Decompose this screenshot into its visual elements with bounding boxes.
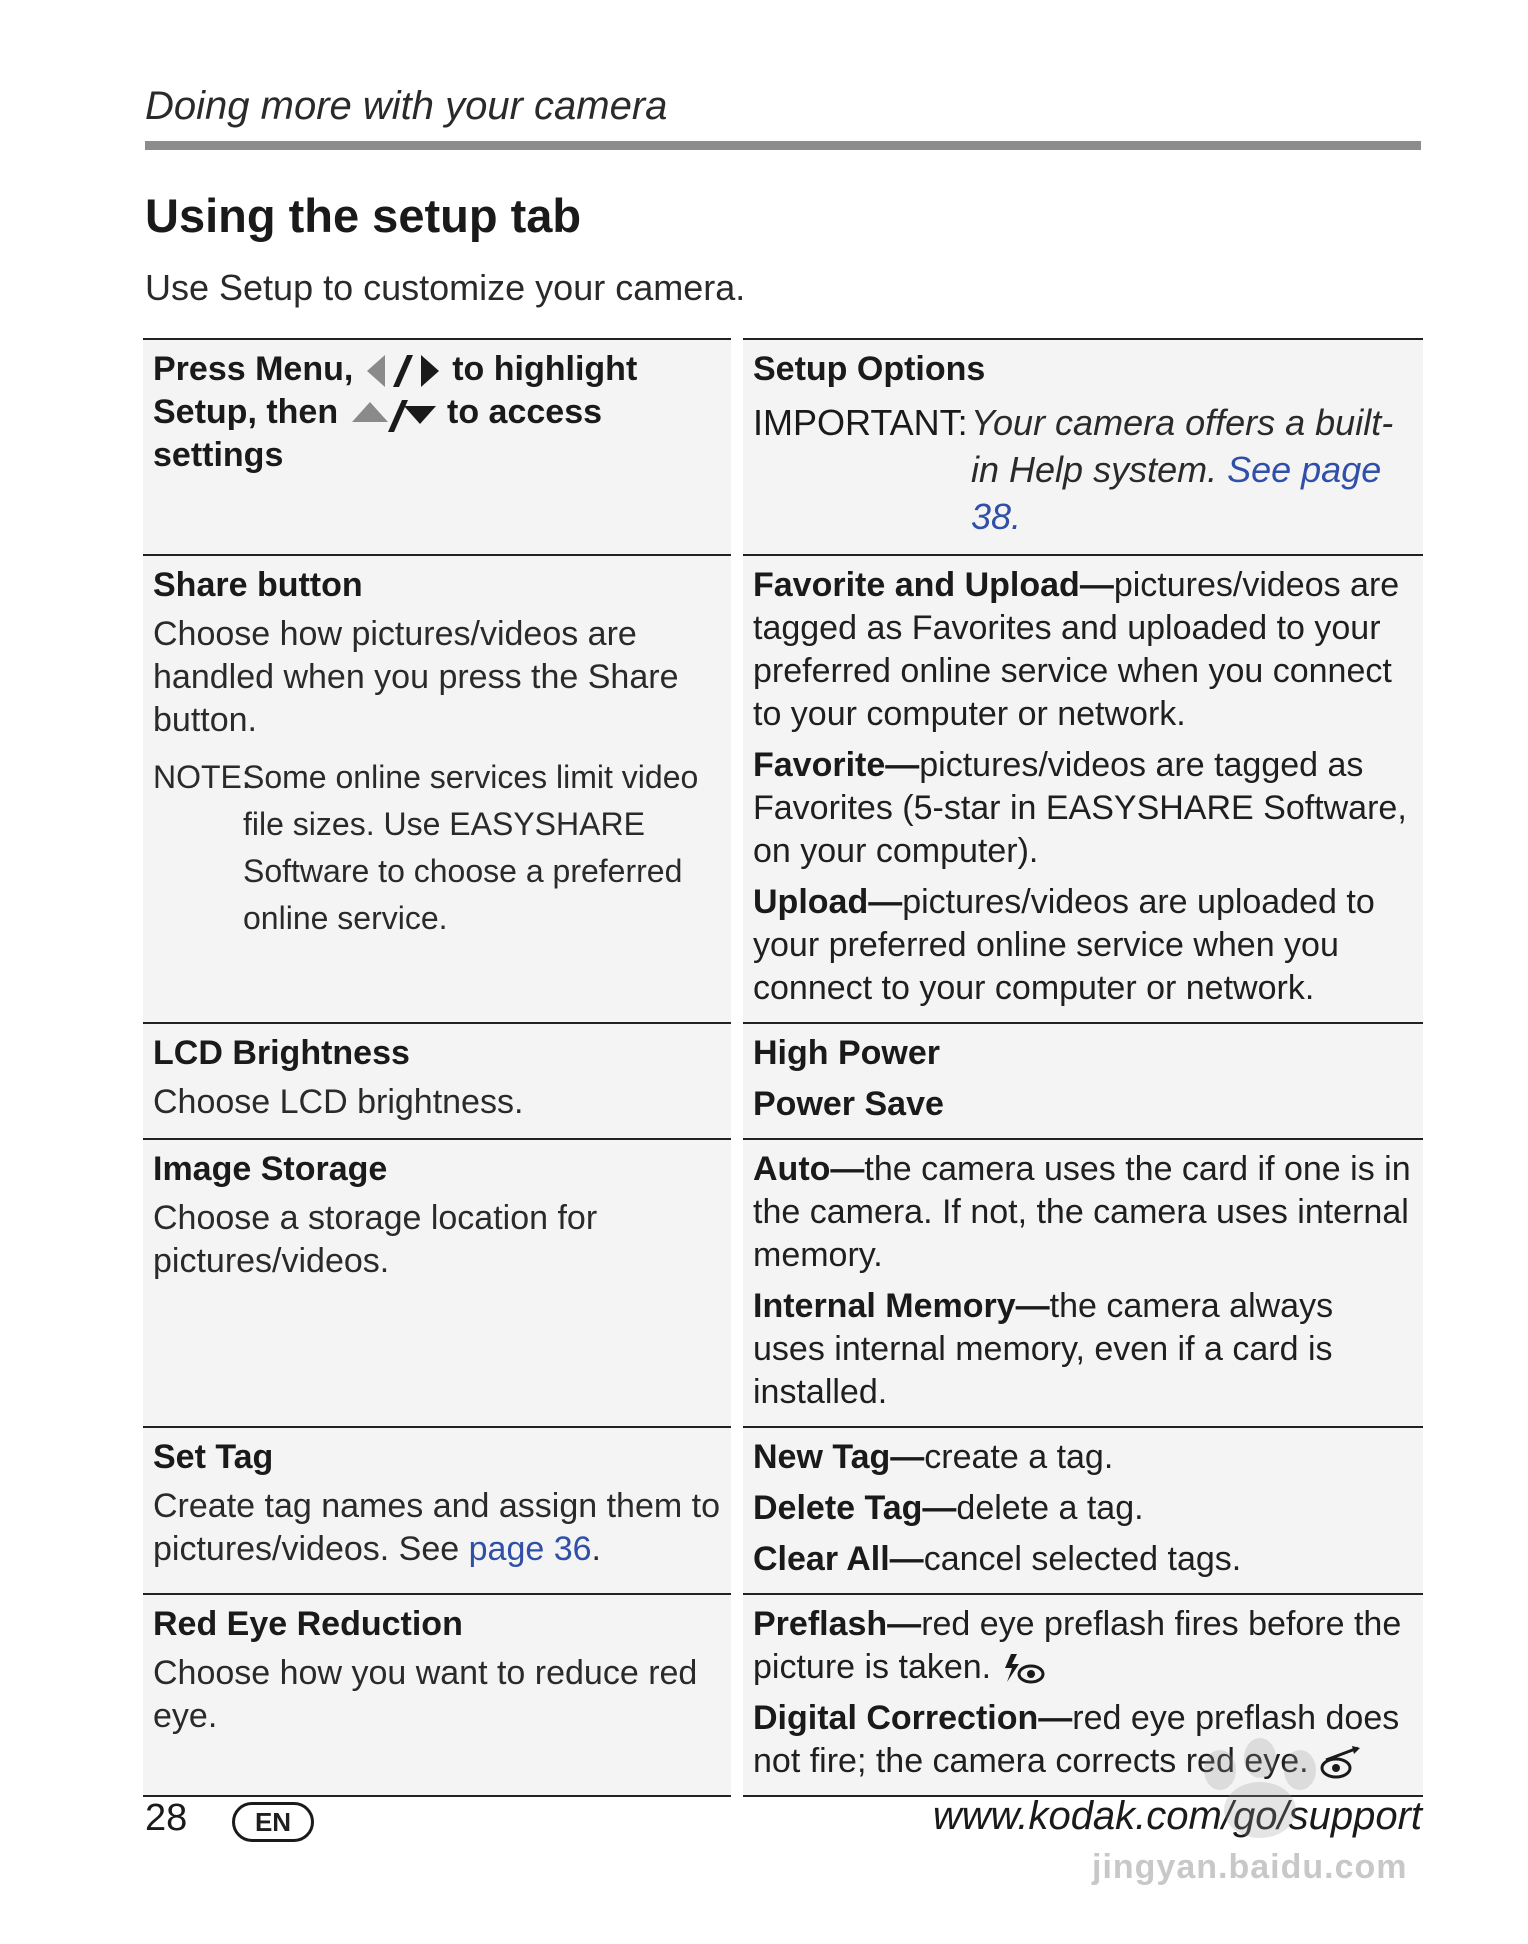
- setting-name: Set Tag: [153, 1438, 274, 1476]
- page-number: 28: [145, 1797, 188, 1839]
- table-row: [143, 555, 1423, 1023]
- option-item: [753, 564, 1413, 736]
- header-rule: [145, 141, 1421, 150]
- options-cell: [737, 1139, 1423, 1427]
- running-head: Doing more with your camera: [145, 84, 668, 128]
- option-text: create a tag.: [924, 1438, 1114, 1476]
- setting-name: Image Storage: [153, 1150, 388, 1188]
- option-item: [753, 881, 1413, 1010]
- option-text: the camera uses the card if one is in the camera. If not, the camera uses internal memory.: [753, 1150, 1411, 1274]
- option-high-power: High Power: [753, 1034, 941, 1072]
- option-text: red eye preflash fires before the picture is taken.: [753, 1605, 1402, 1686]
- table-row: [143, 1427, 1423, 1594]
- share-note: [153, 754, 721, 942]
- options-cell: [737, 555, 1423, 1023]
- option-item: [753, 1285, 1413, 1414]
- note-text: Some online services limit video file sizes. Use EASYSHARE Software to choose a preferred online service.: [243, 759, 699, 936]
- setup-table: [143, 338, 1423, 1797]
- setting-description: Choose how pictures/videos are handled when you press the Share button.: [153, 615, 679, 739]
- tag-page-link[interactable]: page 36: [468, 1530, 592, 1568]
- option-power-save: Power Save: [753, 1085, 944, 1123]
- header-options: [737, 339, 1423, 555]
- setup-options-title: Setup Options: [753, 350, 986, 388]
- setting-description: [153, 1485, 721, 1571]
- left-right-arrows-icon: [363, 351, 443, 391]
- option-item: [753, 1148, 1413, 1277]
- description-end: .: [591, 1530, 601, 1568]
- important-text: [971, 399, 1413, 540]
- option-item: [753, 1436, 1413, 1479]
- note-label: NOTE:: [153, 759, 251, 795]
- watermark-site-text: jingyan.baidu.com: [1092, 1848, 1408, 1886]
- option-name: Clear All—: [753, 1540, 924, 1578]
- table-header-row: [143, 339, 1423, 555]
- support-url[interactable]: www.kodak.com/go/support: [932, 1794, 1422, 1838]
- option-name: Digital Correction—: [753, 1699, 1073, 1737]
- option-name: Internal Memory—: [753, 1287, 1050, 1325]
- option-text: pictures/videos are tagged as Favorites (5-star in EASYSHARE Software, on your computer).: [753, 746, 1407, 870]
- important-note: [753, 399, 1413, 540]
- option-name: Delete Tag—: [753, 1489, 957, 1527]
- option-name: Auto—: [753, 1150, 865, 1188]
- setting-name: Red Eye Reduction: [153, 1605, 463, 1643]
- setting-cell: [143, 555, 737, 1023]
- option-item: [753, 1487, 1413, 1530]
- option-text: the camera always uses internal memory, even if a card is installed.: [753, 1287, 1334, 1411]
- option-name: Preflash—: [753, 1605, 922, 1643]
- instruction-line-1: [153, 348, 721, 391]
- option-text: delete a tag.: [956, 1489, 1144, 1527]
- setting-description: Choose how you want to reduce red eye.: [153, 1654, 698, 1735]
- options-cell: [737, 1427, 1423, 1594]
- setting-description: Choose LCD brightness.: [153, 1083, 524, 1121]
- setting-cell: [143, 1139, 737, 1427]
- option-item: [753, 744, 1413, 873]
- option-text: red eye preflash does not fire; the camera corrects red eye.: [753, 1699, 1400, 1780]
- table-row: [143, 1139, 1423, 1427]
- important-label: IMPORTANT:: [753, 402, 968, 443]
- important-body: Your camera offers a built-in Help system.: [971, 402, 1394, 490]
- setting-cell: [143, 1427, 737, 1594]
- setting-cell: [143, 1023, 737, 1139]
- option-name: Favorite—: [753, 746, 920, 784]
- option-name: Upload—: [753, 883, 903, 921]
- table-row: [143, 1023, 1423, 1139]
- instruction-highlight: to highlight: [452, 350, 638, 388]
- setting-name: Share button: [153, 566, 363, 604]
- instruction-setup-then: Setup, then: [153, 393, 339, 432]
- intro-text: Use Setup to customize your camera.: [145, 267, 746, 308]
- setting-name: LCD Brightness: [153, 1034, 410, 1072]
- option-text: pictures/videos are tagged as Favorites and uploaded to your preferred online service when you connect to your computer or network.: [753, 566, 1400, 733]
- option-name: Favorite and Upload—: [753, 566, 1114, 604]
- help-page-link[interactable]: See page 38.: [971, 449, 1382, 537]
- header-instructions: [143, 339, 737, 555]
- instruction-line-2: [153, 391, 721, 477]
- language-badge: EN: [232, 1802, 314, 1842]
- options-cell: [737, 1023, 1423, 1139]
- option-text: pictures/videos are uploaded to your preferred online service when you connect to your computer or network.: [753, 883, 1375, 1007]
- up-down-arrows-icon: [348, 394, 438, 434]
- instruction-press-menu: Press Menu,: [153, 350, 354, 388]
- setting-cell: [143, 1594, 737, 1796]
- instruction-access-settings: to access settings: [153, 393, 603, 475]
- page-title: Using the setup tab: [145, 189, 582, 242]
- option-text: cancel selected tags.: [923, 1540, 1242, 1578]
- option-name: New Tag—: [753, 1438, 925, 1476]
- preflash-red-eye-icon: [1001, 1652, 1045, 1686]
- setting-description: Choose a storage location for pictures/videos.: [153, 1199, 598, 1280]
- description-text: Create tag names and assign them to pictures/videos. See: [153, 1487, 720, 1568]
- option-item: [753, 1603, 1413, 1689]
- option-item: [753, 1538, 1413, 1581]
